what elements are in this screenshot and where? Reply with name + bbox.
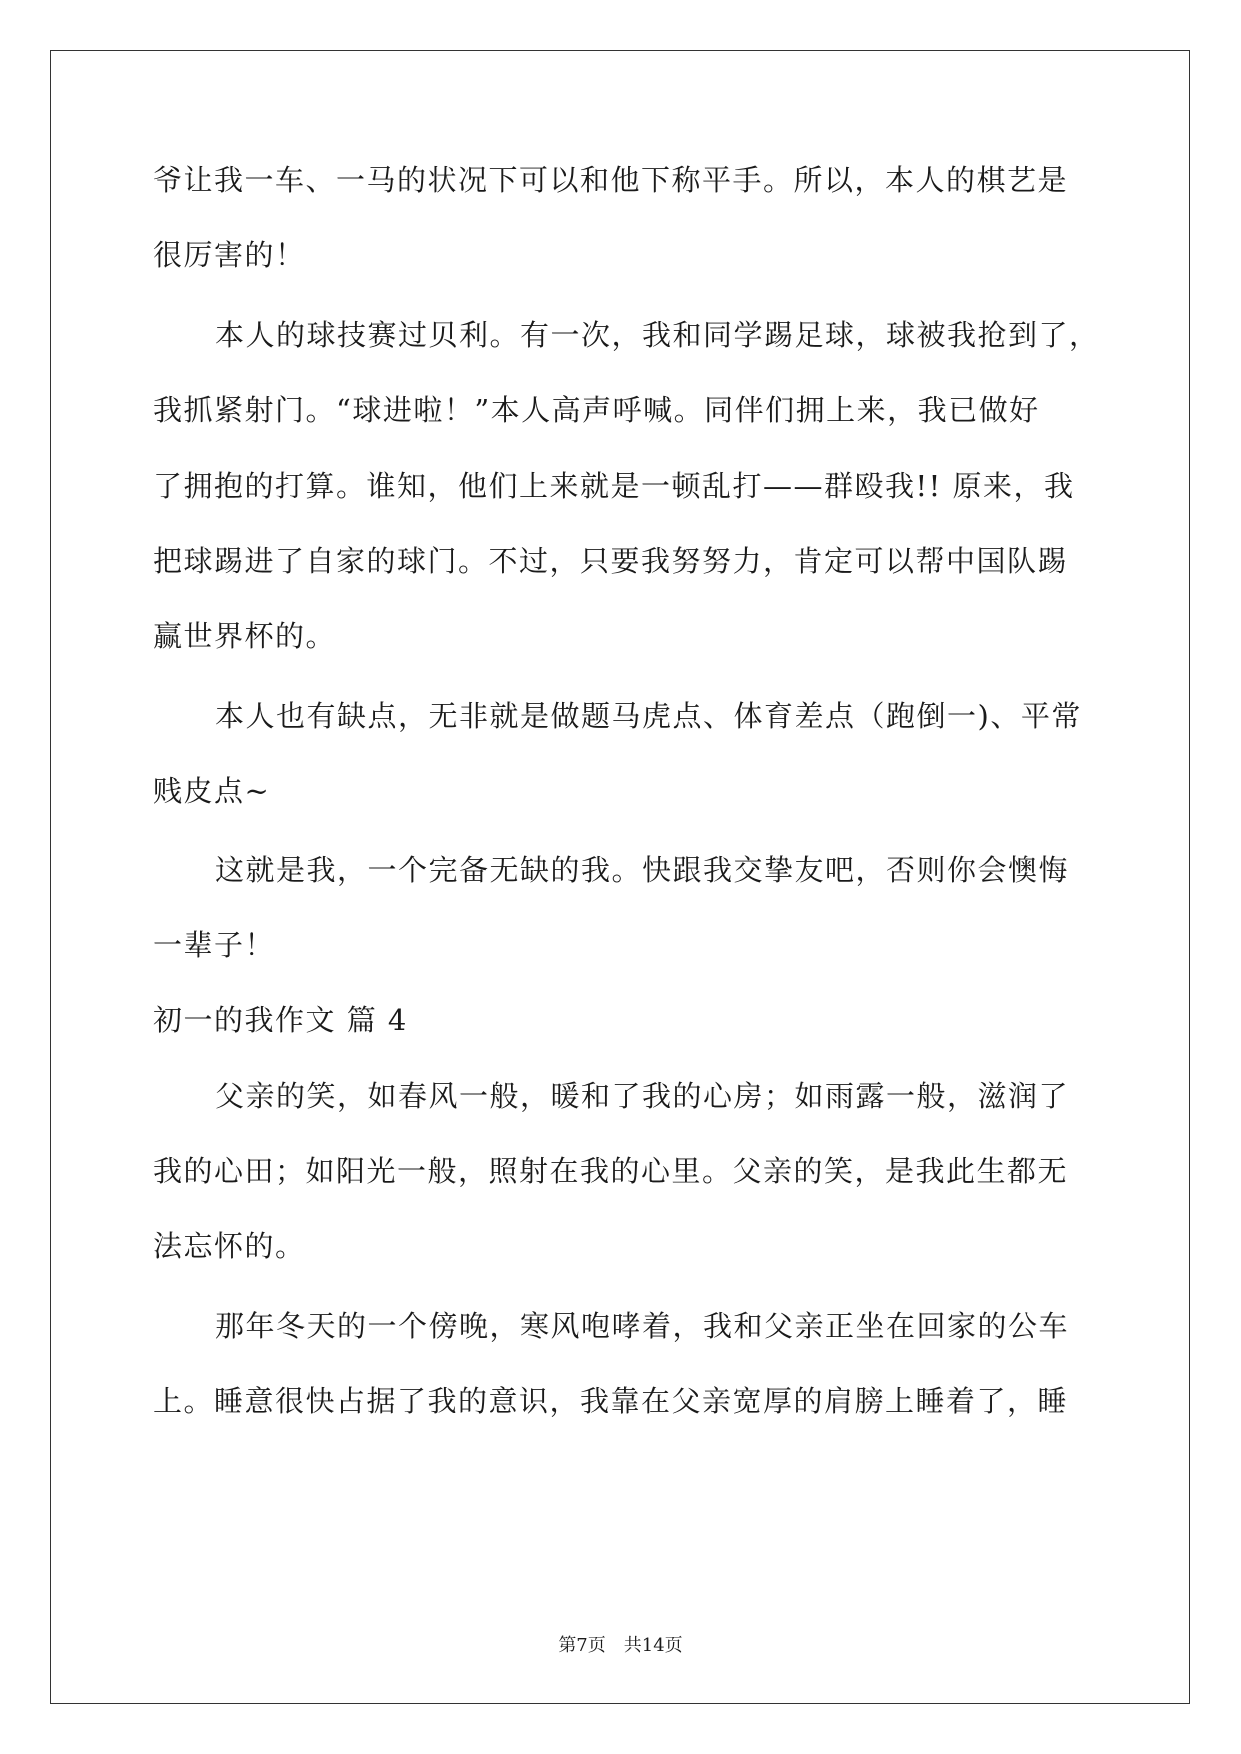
text-line: 把球踢进了自家的球门。不过，只要我努努力，肯定可以帮中国队踢 <box>153 544 1069 578</box>
text-line: 这就是我，一个完备无缺的我。快跟我交挚友吧，否则你会懊悔 <box>215 853 1070 887</box>
text-line: 贱皮点~ <box>153 774 271 808</box>
text-line: 本人的球技赛过贝利。有一次，我和同学踢足球，球被我抢到了， <box>215 318 1100 352</box>
page-total: 共14页 <box>623 1635 683 1656</box>
text-line: 上。睡意很快占据了我的意识，我靠在父亲宽厚的肩膀上睡着了，睡 <box>153 1384 1069 1418</box>
text-line: 本人也有缺点，无非就是做题马虎点、体育差点（跑倒一)、平常 <box>215 699 1082 733</box>
text-line: 赢世界杯的。 <box>153 619 337 653</box>
text-line: 父亲的笑，如春风一般，暖和了我的心房；如雨露一般，滋润了 <box>215 1079 1070 1113</box>
text-line: 了拥抱的打算。谁知，他们上来就是一顿乱打——群殴我!! 原来，我 <box>153 469 1075 503</box>
text-line: 很厉害的！ <box>153 238 306 272</box>
text-line: 一辈子！ <box>153 928 276 962</box>
text-line: 那年冬天的一个傍晚，寒风咆哮着，我和父亲正坐在回家的公车 <box>215 1309 1070 1343</box>
text-line: 爷让我一车、一马的状况下可以和他下称平手。所以，本人的棋艺是 <box>153 163 1069 197</box>
page-number: 第7页 <box>558 1635 606 1656</box>
text-line: 我的心田；如阳光一般，照射在我的心里。父亲的笑，是我此生都无 <box>153 1154 1069 1188</box>
page-footer <box>0 1634 1241 1658</box>
text-line: 法忘怀的。 <box>153 1229 306 1263</box>
section-heading: 初一的我作文 篇 4 <box>153 1003 408 1037</box>
text-line: 我抓紧射门。“球进啦！”本人高声呼喊。同伴们拥上来，我已做好 <box>153 393 1040 427</box>
